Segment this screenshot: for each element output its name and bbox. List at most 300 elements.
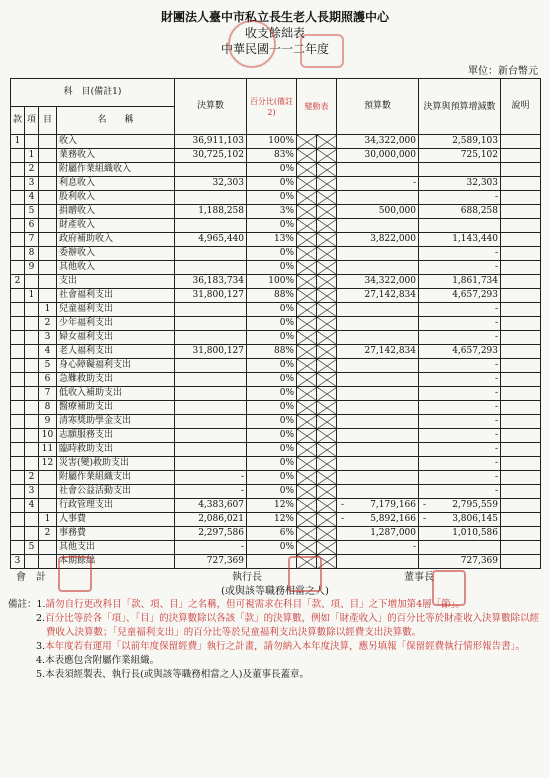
row-mu: 4 xyxy=(39,345,57,359)
table-row xyxy=(11,205,541,219)
row-desc xyxy=(501,471,541,485)
row-diff-value: 1,143,440 xyxy=(452,234,498,244)
row-desc xyxy=(501,513,541,527)
row-percent: 0% xyxy=(247,317,297,331)
note-label: 4. xyxy=(36,655,46,666)
accounting-label: 會 計 xyxy=(16,572,46,583)
row-budget xyxy=(337,275,419,289)
row-percent: 0% xyxy=(247,429,297,443)
row-kuan xyxy=(11,359,25,373)
row-name: 委辦收入 xyxy=(57,247,175,261)
row-actual xyxy=(175,317,247,331)
row-percent: 0% xyxy=(247,401,297,415)
row-budget xyxy=(337,457,419,471)
row-diff xyxy=(419,345,501,359)
row-changed-b xyxy=(317,541,337,555)
row-diff-value: - xyxy=(494,192,498,202)
table-row xyxy=(11,443,541,457)
row-xiang xyxy=(25,415,39,429)
row-mu xyxy=(39,261,57,275)
row-desc xyxy=(501,541,541,555)
row-actual xyxy=(175,373,247,387)
row-desc xyxy=(501,191,541,205)
row-actual xyxy=(175,331,247,345)
row-budget xyxy=(337,233,419,247)
table-row xyxy=(11,471,541,485)
table-row xyxy=(11,331,541,345)
row-changed-a xyxy=(297,443,317,457)
row-changed-b xyxy=(317,163,337,177)
row-budget-marker: - xyxy=(341,500,345,510)
row-desc xyxy=(501,303,541,317)
row-mu: 1 xyxy=(39,303,57,317)
row-xiang xyxy=(25,387,39,401)
header-kuan: 款 xyxy=(11,107,25,135)
row-mu xyxy=(39,205,57,219)
row-xiang xyxy=(25,317,39,331)
row-name: 少年福利支出 xyxy=(57,317,175,331)
row-budget xyxy=(337,149,419,163)
table-row xyxy=(11,219,541,233)
row-budget-value: - xyxy=(412,178,416,188)
row-changed-a xyxy=(297,177,317,191)
row-xiang: 5 xyxy=(25,205,39,219)
row-changed-b xyxy=(317,457,337,471)
row-diff xyxy=(419,135,501,149)
row-name: 政府補助收入 xyxy=(57,233,175,247)
row-diff xyxy=(419,457,501,471)
row-mu: 8 xyxy=(39,401,57,415)
note-label: 3. xyxy=(36,641,46,652)
row-diff-value: - xyxy=(494,472,498,482)
row-mu xyxy=(39,135,57,149)
row-xiang: 3 xyxy=(25,177,39,191)
table-row xyxy=(11,387,541,401)
row-name: 婦女福利支出 xyxy=(57,331,175,345)
note-text: 本表須經製表、執行長(或與該等職務相當之人)及董事長蓋章。 xyxy=(45,669,309,680)
row-percent: 0% xyxy=(247,373,297,387)
row-percent: 0% xyxy=(247,541,297,555)
row-name: 急難救助支出 xyxy=(57,373,175,387)
row-name: 業務收入 xyxy=(57,149,175,163)
row-diff-value: - xyxy=(494,388,498,398)
row-desc xyxy=(501,345,541,359)
row-mu xyxy=(39,499,57,513)
note-label: 備註：1. xyxy=(8,599,46,610)
executive-label: 執行長 xyxy=(232,572,262,583)
table-row xyxy=(11,485,541,499)
row-xiang xyxy=(25,457,39,471)
row-budget xyxy=(337,387,419,401)
row-changed-b xyxy=(317,359,337,373)
row-name: 附屬作業組織支出 xyxy=(57,471,175,485)
row-changed-a xyxy=(297,303,317,317)
row-changed-b xyxy=(317,401,337,415)
row-budget-value: 7,179,166 xyxy=(370,500,416,510)
org-title: 財團法人臺中市私立長生老人長期照護中心 xyxy=(160,10,389,24)
row-percent: 3% xyxy=(247,205,297,219)
row-actual xyxy=(175,429,247,443)
row-diff-value: 1,861,734 xyxy=(452,276,498,286)
row-name: 社會公益活動支出 xyxy=(57,485,175,499)
row-name: 醫療補助支出 xyxy=(57,401,175,415)
row-actual: 31,800,127 xyxy=(175,345,247,359)
table-row xyxy=(11,429,541,443)
row-percent: 13% xyxy=(247,233,297,247)
row-desc xyxy=(501,527,541,541)
note-item xyxy=(8,598,540,612)
row-changed-b xyxy=(317,261,337,275)
row-kuan xyxy=(11,443,25,457)
row-actual xyxy=(175,387,247,401)
row-diff-value: - xyxy=(494,248,498,258)
row-xiang xyxy=(25,275,39,289)
row-percent: 88% xyxy=(247,345,297,359)
row-actual: 36,183,734 xyxy=(175,275,247,289)
row-percent: 0% xyxy=(247,359,297,373)
row-xiang xyxy=(25,373,39,387)
row-desc xyxy=(501,485,541,499)
row-changed-a xyxy=(297,457,317,471)
row-xiang xyxy=(25,527,39,541)
row-actual: 4,965,440 xyxy=(175,233,247,247)
note-label: 5. xyxy=(36,669,46,680)
row-diff xyxy=(419,303,501,317)
row-diff xyxy=(419,233,501,247)
row-xiang xyxy=(25,303,39,317)
row-desc xyxy=(501,499,541,513)
header-xiang: 項 xyxy=(25,107,39,135)
row-percent: 12% xyxy=(247,499,297,513)
row-diff xyxy=(419,163,501,177)
row-changed-b xyxy=(317,191,337,205)
row-kuan xyxy=(11,499,25,513)
row-mu xyxy=(39,555,57,569)
row-desc xyxy=(501,233,541,247)
row-diff xyxy=(419,359,501,373)
row-name: 低收入補助支出 xyxy=(57,387,175,401)
row-mu: 10 xyxy=(39,429,57,443)
row-changed-b xyxy=(317,513,337,527)
row-changed-a xyxy=(297,331,317,345)
row-actual: 30,725,102 xyxy=(175,149,247,163)
row-changed-b xyxy=(317,149,337,163)
row-mu xyxy=(39,219,57,233)
row-kuan xyxy=(11,247,25,261)
row-changed-a xyxy=(297,499,317,513)
row-xiang xyxy=(25,359,39,373)
row-diff-value: 4,657,293 xyxy=(452,290,498,300)
row-diff-value: 32,303 xyxy=(466,178,498,188)
row-actual: 727,369 xyxy=(175,555,247,569)
row-percent: 0% xyxy=(247,177,297,191)
row-xiang: 2 xyxy=(25,163,39,177)
row-budget xyxy=(337,247,419,261)
table-row xyxy=(11,135,541,149)
row-changed-a xyxy=(297,247,317,261)
row-budget-marker: - xyxy=(341,514,345,524)
row-kuan xyxy=(11,457,25,471)
row-changed-b xyxy=(317,429,337,443)
row-changed-b xyxy=(317,387,337,401)
report-year: 中華民國一一二年度 xyxy=(220,42,329,56)
row-xiang xyxy=(25,345,39,359)
header-budget: 預算數 xyxy=(337,79,419,135)
row-changed-a xyxy=(297,401,317,415)
row-diff-value: 3,806,145 xyxy=(452,514,498,524)
row-changed-a xyxy=(297,359,317,373)
row-changed-b xyxy=(317,135,337,149)
row-budget xyxy=(337,331,419,345)
executive-note: (或與該等職務相當之人) xyxy=(221,586,329,597)
row-changed-b xyxy=(317,499,337,513)
table-row xyxy=(11,527,541,541)
table-row xyxy=(11,359,541,373)
row-actual xyxy=(175,303,247,317)
row-percent: 0% xyxy=(247,485,297,499)
row-changed-a xyxy=(297,415,317,429)
row-desc xyxy=(501,177,541,191)
row-budget-value: 500,000 xyxy=(378,206,416,216)
row-name: 捐贈收入 xyxy=(57,205,175,219)
row-percent: 0% xyxy=(247,443,297,457)
row-changed-b xyxy=(317,471,337,485)
table-row xyxy=(11,373,541,387)
row-diff-value: - xyxy=(494,332,498,342)
row-kuan xyxy=(11,513,25,527)
row-mu xyxy=(39,163,57,177)
row-budget xyxy=(337,513,419,527)
row-desc xyxy=(501,289,541,303)
row-xiang: 7 xyxy=(25,233,39,247)
header-seal xyxy=(228,20,276,68)
row-changed-a xyxy=(297,387,317,401)
header-seal-2 xyxy=(300,34,344,68)
row-budget xyxy=(337,527,419,541)
row-diff xyxy=(419,429,501,443)
row-changed-a xyxy=(297,485,317,499)
row-changed-a xyxy=(297,527,317,541)
table-row xyxy=(11,149,541,163)
row-budget xyxy=(337,205,419,219)
row-kuan xyxy=(11,233,25,247)
row-kuan xyxy=(11,205,25,219)
row-kuan: 1 xyxy=(11,135,25,149)
row-kuan xyxy=(11,261,25,275)
row-mu xyxy=(39,289,57,303)
row-diff-value: 4,657,293 xyxy=(452,346,498,356)
row-diff xyxy=(419,527,501,541)
table-row xyxy=(11,401,541,415)
row-diff-marker: - xyxy=(423,500,427,510)
row-diff xyxy=(419,191,501,205)
row-changed-b xyxy=(317,233,337,247)
row-changed-b xyxy=(317,373,337,387)
table-row xyxy=(11,275,541,289)
row-percent: 0% xyxy=(247,471,297,485)
row-actual: 4,383,607 xyxy=(175,499,247,513)
table-row xyxy=(11,541,541,555)
row-diff xyxy=(419,513,501,527)
row-mu xyxy=(39,275,57,289)
row-diff-value: - xyxy=(494,402,498,412)
table-row xyxy=(11,247,541,261)
row-mu: 3 xyxy=(39,331,57,345)
table-row xyxy=(11,191,541,205)
row-budget xyxy=(337,261,419,275)
row-budget xyxy=(337,471,419,485)
row-percent: 0% xyxy=(247,261,297,275)
row-actual xyxy=(175,261,247,275)
header-actual: 決算數 xyxy=(175,79,247,135)
row-budget xyxy=(337,429,419,443)
row-changed-b xyxy=(317,303,337,317)
table-row xyxy=(11,233,541,247)
row-changed-a xyxy=(297,513,317,527)
row-actual xyxy=(175,401,247,415)
row-mu: 11 xyxy=(39,443,57,457)
row-percent: 100% xyxy=(247,275,297,289)
row-actual: - xyxy=(175,541,247,555)
row-desc xyxy=(501,443,541,457)
row-changed-a xyxy=(297,345,317,359)
row-kuan xyxy=(11,331,25,345)
table-row xyxy=(11,261,541,275)
row-kuan xyxy=(11,429,25,443)
row-kuan xyxy=(11,387,25,401)
row-diff-value: 2,795,559 xyxy=(452,500,498,510)
row-budget xyxy=(337,345,419,359)
row-percent: 0% xyxy=(247,415,297,429)
row-percent: 0% xyxy=(247,191,297,205)
row-budget xyxy=(337,555,419,569)
header-diff: 決算與預算增減數 xyxy=(419,79,501,135)
row-mu xyxy=(39,471,57,485)
row-desc xyxy=(501,555,541,569)
row-name: 災害(變)救助支出 xyxy=(57,457,175,471)
row-changed-b xyxy=(317,345,337,359)
row-desc xyxy=(501,219,541,233)
row-diff xyxy=(419,373,501,387)
row-changed-a xyxy=(297,289,317,303)
row-name: 財產收入 xyxy=(57,219,175,233)
row-diff xyxy=(419,289,501,303)
row-desc xyxy=(501,163,541,177)
row-diff xyxy=(419,401,501,415)
row-actual: - xyxy=(175,471,247,485)
row-desc xyxy=(501,373,541,387)
row-diff-value: - xyxy=(494,458,498,468)
row-actual: 31,800,127 xyxy=(175,289,247,303)
row-changed-b xyxy=(317,415,337,429)
row-budget-value: 5,892,166 xyxy=(370,514,416,524)
row-desc xyxy=(501,415,541,429)
row-changed-a xyxy=(297,429,317,443)
row-kuan xyxy=(11,303,25,317)
row-diff-value: 725,102 xyxy=(460,150,498,160)
row-diff-value: - xyxy=(494,374,498,384)
row-budget-value: 1,287,000 xyxy=(370,528,416,538)
row-xiang: 3 xyxy=(25,485,39,499)
row-diff-value: - xyxy=(494,486,498,496)
row-mu xyxy=(39,177,57,191)
note-item xyxy=(8,654,540,668)
row-diff xyxy=(419,555,501,569)
row-desc xyxy=(501,135,541,149)
row-name: 事務費 xyxy=(57,527,175,541)
header-desc: 說明 xyxy=(501,79,541,135)
row-kuan xyxy=(11,345,25,359)
table-row xyxy=(11,317,541,331)
row-budget xyxy=(337,485,419,499)
row-desc xyxy=(501,359,541,373)
row-xiang xyxy=(25,401,39,415)
row-name: 身心障礙福利支出 xyxy=(57,359,175,373)
row-name: 社會福利支出 xyxy=(57,289,175,303)
row-mu: 7 xyxy=(39,387,57,401)
table-row xyxy=(11,163,541,177)
row-changed-a xyxy=(297,135,317,149)
row-xiang: 5 xyxy=(25,541,39,555)
row-name: 本期餘絀 xyxy=(57,555,175,569)
chairman-label: 董事長 xyxy=(404,572,434,583)
note-label: 2. xyxy=(36,613,46,624)
row-desc xyxy=(501,247,541,261)
row-diff-value: 727,369 xyxy=(460,556,498,566)
row-diff xyxy=(419,331,501,345)
row-diff-value: - xyxy=(494,416,498,426)
table-row xyxy=(11,177,541,191)
row-diff-value: - xyxy=(494,444,498,454)
row-actual xyxy=(175,191,247,205)
row-kuan xyxy=(11,485,25,499)
row-budget xyxy=(337,135,419,149)
row-mu: 2 xyxy=(39,527,57,541)
row-actual xyxy=(175,163,247,177)
row-percent: 0% xyxy=(247,331,297,345)
table-row xyxy=(11,415,541,429)
row-kuan: 3 xyxy=(11,555,25,569)
row-diff-value: 2,589,103 xyxy=(452,136,498,146)
row-actual: 2,297,586 xyxy=(175,527,247,541)
row-xiang: 9 xyxy=(25,261,39,275)
row-kuan xyxy=(11,415,25,429)
row-xiang: 4 xyxy=(25,191,39,205)
row-changed-b xyxy=(317,177,337,191)
note-text: 百分比等於各「項」、「目」的決算數除以各該「款」的決算數，例如「財產收入」的百分比等於財產收入決算數除以經費收入決算數；「兒童福利支出」的百分比等於兒童福利支出決算數除以經費支出決算數。 xyxy=(45,613,540,638)
executive-stamp xyxy=(288,556,322,592)
row-budget xyxy=(337,443,419,457)
row-changed-a xyxy=(297,261,317,275)
row-actual: - xyxy=(175,485,247,499)
row-kuan xyxy=(11,541,25,555)
row-diff xyxy=(419,247,501,261)
accounting-stamp xyxy=(58,556,92,592)
row-actual xyxy=(175,359,247,373)
row-actual xyxy=(175,457,247,471)
row-diff xyxy=(419,317,501,331)
row-budget xyxy=(337,499,419,513)
row-actual xyxy=(175,247,247,261)
row-diff xyxy=(419,219,501,233)
row-budget xyxy=(337,317,419,331)
row-changed-b xyxy=(317,247,337,261)
row-changed-a xyxy=(297,233,317,247)
table-row xyxy=(11,457,541,471)
table-row xyxy=(11,513,541,527)
row-diff-value: - xyxy=(494,360,498,370)
row-kuan xyxy=(11,527,25,541)
